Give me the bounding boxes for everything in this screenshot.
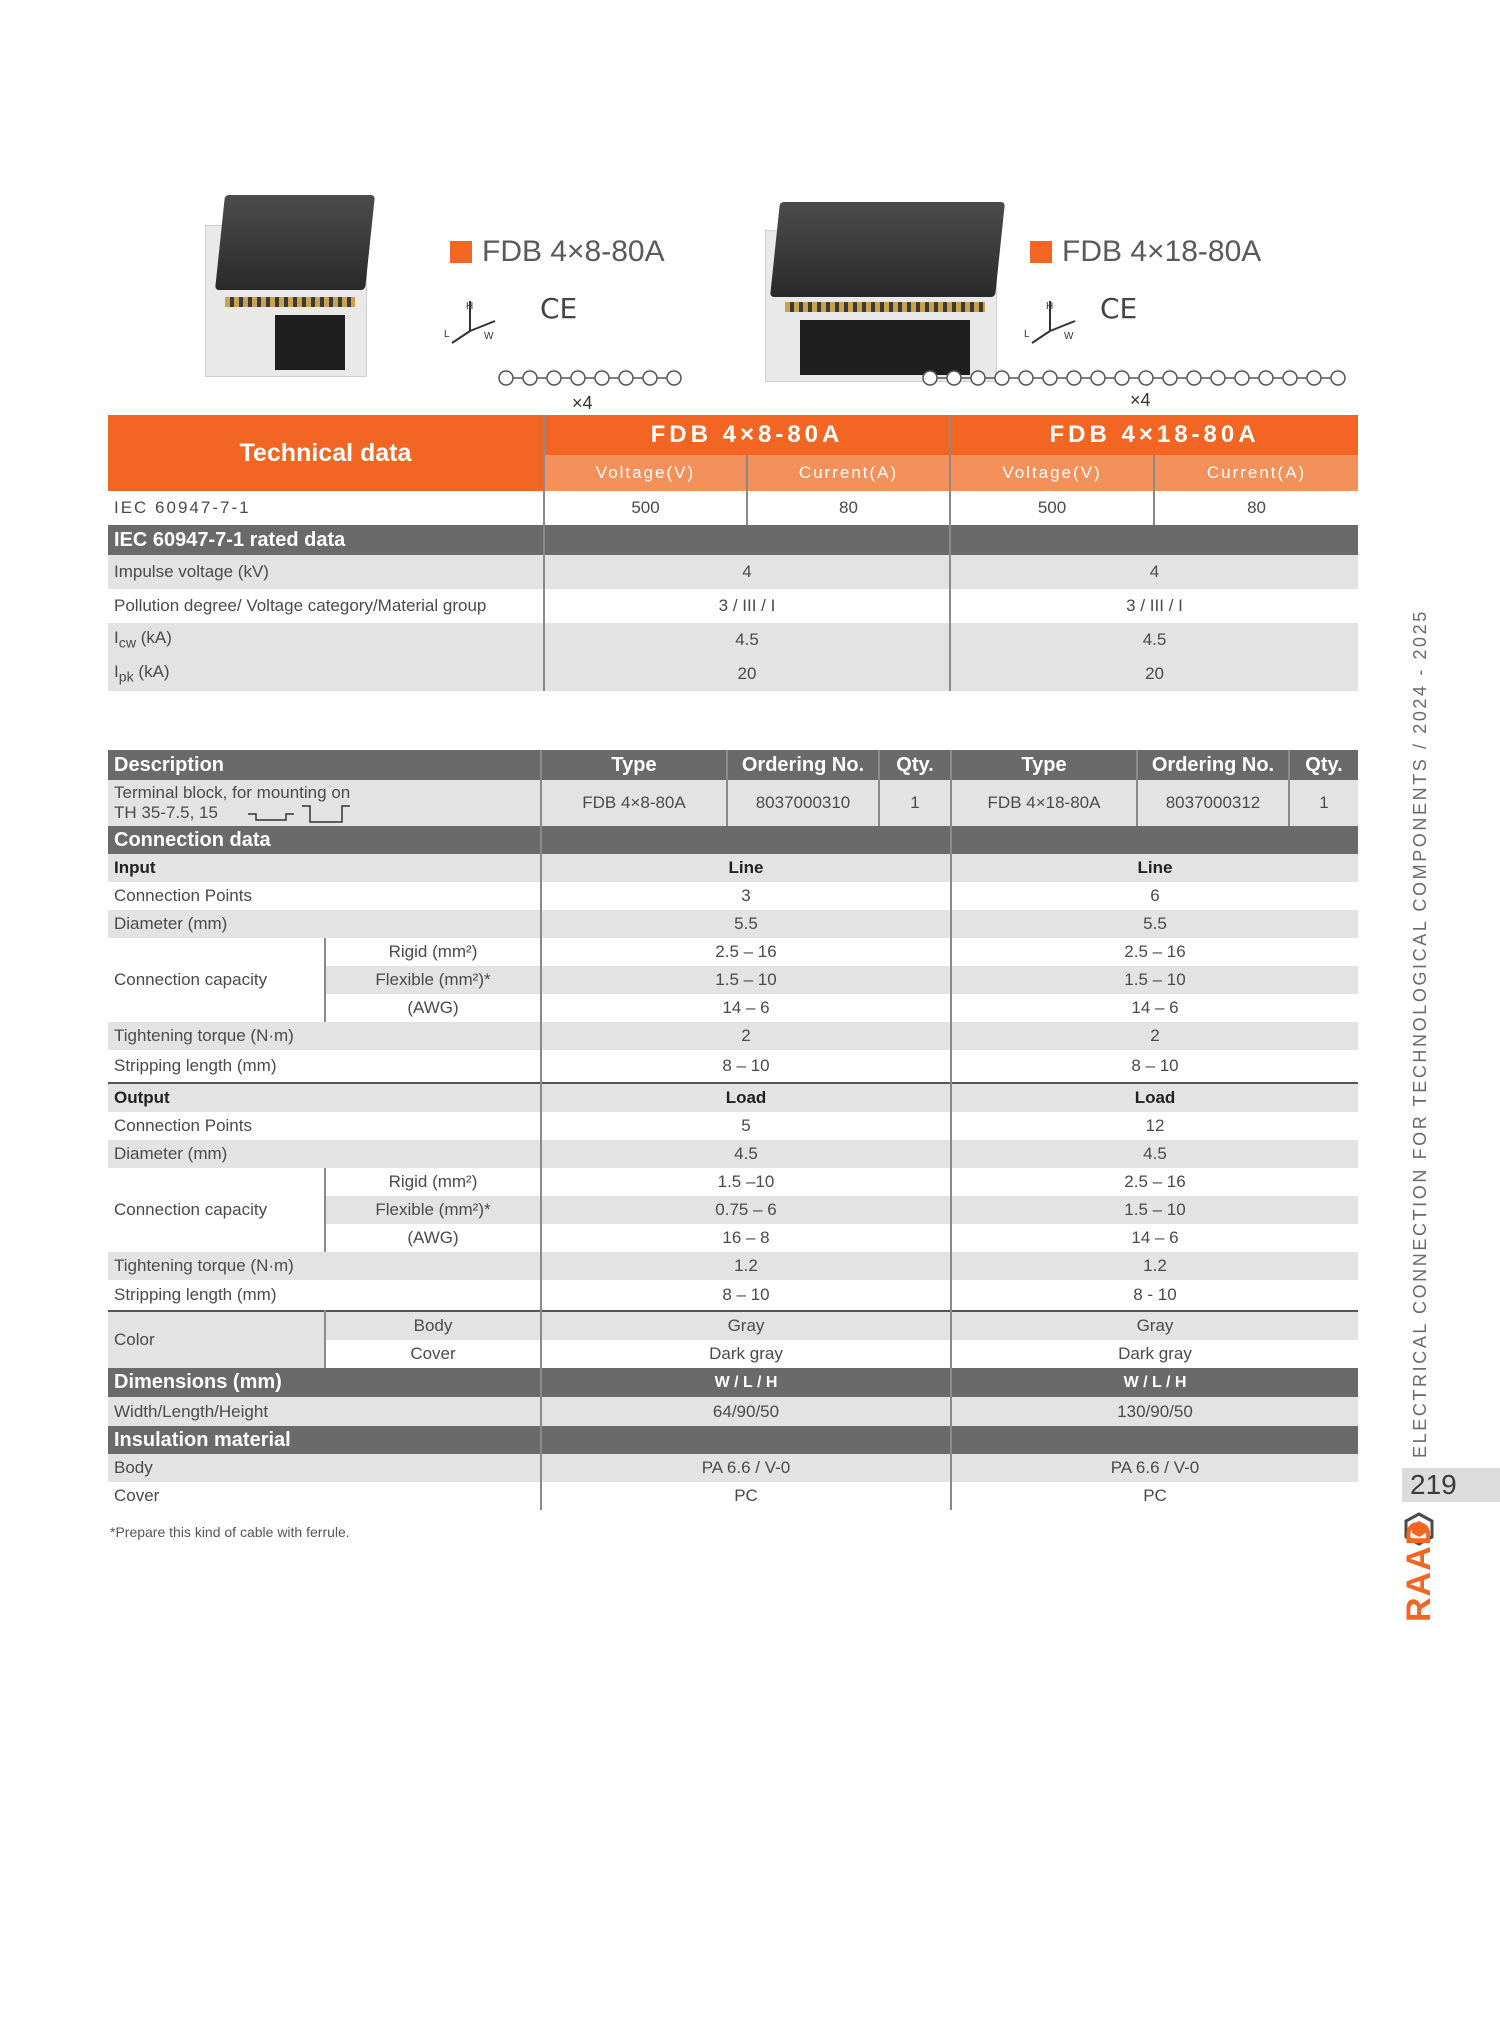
- connection-point: [971, 371, 985, 385]
- axis-h-label: H: [466, 301, 474, 312]
- connection-point: [1139, 371, 1153, 385]
- output-strip-2: 8 - 10: [951, 1280, 1358, 1311]
- output-flexible-2: 1.5 – 10: [951, 1196, 1358, 1224]
- pollution-degree-1: 3 / III / I: [544, 589, 950, 623]
- connection-point: [1307, 371, 1321, 385]
- impulse-voltage-2: 4: [950, 555, 1358, 589]
- input-type-1: Line: [541, 854, 951, 882]
- output-awg-label: (AWG): [407, 1228, 459, 1247]
- color-cover-label: Cover: [410, 1344, 456, 1363]
- output-type-1: Load: [541, 1083, 951, 1112]
- terminal-description: [108, 780, 541, 826]
- connection-point: [595, 371, 609, 385]
- ipk-label-main: I: [114, 662, 119, 682]
- insulation-cover-2: PC: [951, 1482, 1358, 1510]
- icw-label-main: I: [114, 628, 119, 648]
- ipk-label-unit: (kA): [133, 662, 170, 682]
- dimensions-header-1: W / L / H: [541, 1368, 951, 1397]
- connection-point: [1091, 371, 1105, 385]
- description-header: Description: [108, 750, 541, 780]
- input-diameter-label: Diameter (mm): [108, 910, 541, 938]
- icw-label-sub: cw: [118, 635, 137, 652]
- product-title-1: [450, 235, 665, 269]
- dimensions-header-2: W / L / H: [951, 1368, 1358, 1397]
- output-awg-2: 14 – 6: [951, 1224, 1358, 1252]
- connection-point: [1067, 371, 1081, 385]
- pollution-degree-2: 3 / III / I: [950, 589, 1358, 623]
- output-rigid-2: 2.5 – 16: [951, 1168, 1358, 1196]
- output-torque-1: 1.2: [541, 1252, 951, 1280]
- connection-point: [923, 371, 937, 385]
- ordering-no-header-1: Ordering No.: [727, 750, 879, 780]
- qty-header-1: Qty.: [879, 750, 951, 780]
- std-voltage-2: 500: [950, 491, 1154, 525]
- footnote: *Prepare this kind of cable with ferrule.: [110, 1524, 350, 1540]
- connection-point: [667, 371, 681, 385]
- insulation-body-2: PA 6.6 / V-0: [951, 1454, 1358, 1482]
- model-2-header: FDB 4×18-80A: [950, 415, 1358, 455]
- insulation-cover-label: Cover: [114, 1486, 160, 1505]
- connection-point: [1163, 371, 1177, 385]
- dimensions-2: 130/90/50: [951, 1397, 1358, 1426]
- current-header: Current(A): [747, 455, 950, 491]
- color-cover-2: Dark gray: [951, 1340, 1358, 1368]
- type-header-1: Type: [541, 750, 727, 780]
- input-flexible-2: 1.5 – 10: [951, 966, 1358, 994]
- multiplier-1: ×4: [572, 393, 593, 413]
- brand-name: RAAD: [1400, 1519, 1438, 1622]
- connection-point: [1259, 371, 1273, 385]
- connection-point: [1331, 371, 1345, 385]
- input-torque-1: 2: [541, 1022, 951, 1050]
- input-rigid-label: Rigid (mm²): [388, 942, 478, 961]
- description-line-1: Terminal block, for mounting on: [114, 782, 351, 802]
- product-image-fdb-4x8: [185, 185, 385, 385]
- output-rigid-1: 1.5 –10: [541, 1168, 951, 1196]
- icw-label: [108, 623, 544, 657]
- input-strip-2: 8 – 10: [951, 1050, 1358, 1083]
- ordering-no-1: 8037000310: [727, 780, 879, 826]
- std-voltage-1: 500: [544, 491, 747, 525]
- axes-icon: [440, 293, 510, 353]
- color-label: Color: [108, 1311, 325, 1368]
- connection-point: [995, 371, 1009, 385]
- connection-point: [1187, 371, 1201, 385]
- output-diameter-2: 4.5: [951, 1140, 1358, 1168]
- product-title-2: [1030, 235, 1261, 269]
- multiplier-2: ×4: [1130, 390, 1151, 410]
- dimensions-1: 64/90/50: [541, 1397, 951, 1426]
- connection-point: [571, 371, 585, 385]
- voltage-header: Voltage(V): [950, 455, 1154, 491]
- output-diameter-label: Diameter (mm): [108, 1140, 541, 1168]
- axes-icon: [1020, 293, 1090, 353]
- input-torque-2: 2: [951, 1022, 1358, 1050]
- ipk-label-sub: pk: [118, 669, 134, 686]
- output-type-2: Load: [951, 1083, 1358, 1112]
- icw-1: 4.5: [544, 623, 950, 657]
- qty-1: 1: [879, 780, 951, 826]
- output-torque-2: 1.2: [951, 1252, 1358, 1280]
- input-rigid-1: 2.5 – 16: [541, 938, 951, 966]
- input-points-label: Connection Points: [114, 886, 252, 905]
- qty-header-2: Qty.: [1289, 750, 1358, 780]
- input-points-1: 3: [541, 882, 951, 910]
- connection-point: [619, 371, 633, 385]
- input-diameter-2: 5.5: [951, 910, 1358, 938]
- orange-square-icon: [1030, 241, 1052, 263]
- input-title: Input: [108, 854, 541, 882]
- model-1-header: FDB 4×8-80A: [544, 415, 950, 455]
- input-flexible-label: Flexible (mm²)*: [325, 966, 541, 994]
- axis-w-label: W: [1064, 331, 1074, 342]
- voltage-header: Voltage(V): [544, 455, 747, 491]
- color-body-2: Gray: [951, 1311, 1358, 1340]
- input-awg-2: 14 – 6: [951, 994, 1358, 1022]
- product-name-2: FDB 4×18-80A: [1062, 235, 1262, 268]
- connection-point: [547, 371, 561, 385]
- output-flexible-1: 0.75 – 6: [541, 1196, 951, 1224]
- ordering-connection-table: [108, 750, 1358, 1510]
- type-2: FDB 4×18-80A: [951, 780, 1137, 826]
- input-strip-1: 8 – 10: [541, 1050, 951, 1083]
- output-rigid-label: Rigid (mm²): [388, 1172, 478, 1191]
- ce-mark: CE: [540, 292, 578, 325]
- connection-point: [643, 371, 657, 385]
- connection-points-chain-1: [498, 368, 688, 388]
- technical-data-table: [108, 415, 1358, 691]
- output-diameter-1: 4.5: [541, 1140, 951, 1168]
- input-awg-1: 14 – 6: [541, 994, 951, 1022]
- ipk-1: 20: [544, 657, 950, 691]
- input-points-2: 6: [951, 882, 1358, 910]
- description-line-2: TH 35-7.5, 15: [114, 803, 218, 822]
- connection-point: [947, 371, 961, 385]
- technical-data-header: Technical data: [108, 415, 544, 491]
- connection-point: [1043, 371, 1057, 385]
- output-points-2: 12: [951, 1112, 1358, 1140]
- connection-point: [1283, 371, 1297, 385]
- output-flexible-label: Flexible (mm²)*: [325, 1196, 541, 1224]
- connection-point: [1211, 371, 1225, 385]
- product-image-fdb-4x18: [745, 190, 1010, 390]
- insulation-section: Insulation material: [108, 1426, 541, 1454]
- insulation-body-label: Body: [108, 1454, 541, 1482]
- connection-point: [1235, 371, 1249, 385]
- impulse-voltage-1: 4: [544, 555, 950, 589]
- ordering-no-header-2: Ordering No.: [1137, 750, 1289, 780]
- output-points-label: Connection Points: [114, 1116, 252, 1135]
- input-rigid-2: 2.5 – 16: [951, 938, 1358, 966]
- side-catalog-title: ELECTRICAL CONNECTION FOR TECHNOLOGICAL COMPONENTS / 2024 - 2025: [1410, 609, 1430, 1458]
- output-torque-label: Tightening torque (N·m): [108, 1252, 541, 1280]
- color-cover-1: Dark gray: [541, 1340, 951, 1368]
- output-capacity-label: Connection capacity: [108, 1168, 325, 1252]
- input-torque-label: Tightening torque (N·m): [108, 1022, 541, 1050]
- impulse-voltage-label: Impulse voltage (kV): [108, 555, 544, 589]
- rated-data-section: IEC 60947-7-1 rated data: [108, 525, 544, 555]
- current-header: Current(A): [1154, 455, 1358, 491]
- std-current-1: 80: [747, 491, 950, 525]
- pollution-degree-label: Pollution degree/ Voltage category/Material group: [114, 596, 487, 615]
- insulation-body-1: PA 6.6 / V-0: [541, 1454, 951, 1482]
- output-points-1: 5: [541, 1112, 951, 1140]
- page-number: 219: [1402, 1468, 1500, 1502]
- output-strip-1: 8 – 10: [541, 1280, 951, 1311]
- input-flexible-1: 1.5 – 10: [541, 966, 951, 994]
- type-1: FDB 4×8-80A: [541, 780, 727, 826]
- insulation-cover-1: PC: [541, 1482, 951, 1510]
- std-label: IEC 60947-7-1: [114, 498, 251, 517]
- din-rail-icon: [246, 802, 356, 824]
- input-capacity-label: Connection capacity: [108, 938, 325, 1022]
- qty-2: 1: [1289, 780, 1358, 826]
- connection-point: [523, 371, 537, 385]
- ce-mark: CE: [1100, 292, 1138, 325]
- connection-point: [1115, 371, 1129, 385]
- dimensions-section: Dimensions (mm): [108, 1368, 541, 1397]
- axis-l-label: L: [444, 329, 450, 340]
- product-name-1: FDB 4×8-80A: [482, 235, 665, 268]
- icw-2: 4.5: [950, 623, 1358, 657]
- input-diameter-1: 5.5: [541, 910, 951, 938]
- output-strip-label: Stripping length (mm): [114, 1285, 277, 1304]
- color-body-label: Body: [325, 1311, 541, 1340]
- dimensions-label: Width/Length/Height: [108, 1397, 541, 1426]
- input-awg-label: (AWG): [407, 998, 459, 1017]
- output-awg-1: 16 – 8: [541, 1224, 951, 1252]
- axis-h-label: H: [1046, 301, 1054, 312]
- ipk-label: [108, 657, 544, 691]
- ipk-2: 20: [950, 657, 1358, 691]
- connection-point: [1019, 371, 1033, 385]
- output-title: Output: [108, 1083, 541, 1112]
- type-header-2: Type: [951, 750, 1137, 780]
- ordering-no-2: 8037000312: [1137, 780, 1289, 826]
- std-current-2: 80: [1154, 491, 1358, 525]
- input-strip-label: Stripping length (mm): [114, 1056, 277, 1075]
- connection-points-chain-2: [922, 368, 1354, 388]
- connection-data-section: Connection data: [108, 826, 541, 854]
- icw-label-unit: (kA): [136, 628, 172, 648]
- axis-l-label: L: [1024, 329, 1030, 340]
- color-body-1: Gray: [541, 1311, 951, 1340]
- connection-point: [499, 371, 513, 385]
- orange-square-icon: [450, 241, 472, 263]
- axis-w-label: W: [484, 331, 494, 342]
- input-type-2: Line: [951, 854, 1358, 882]
